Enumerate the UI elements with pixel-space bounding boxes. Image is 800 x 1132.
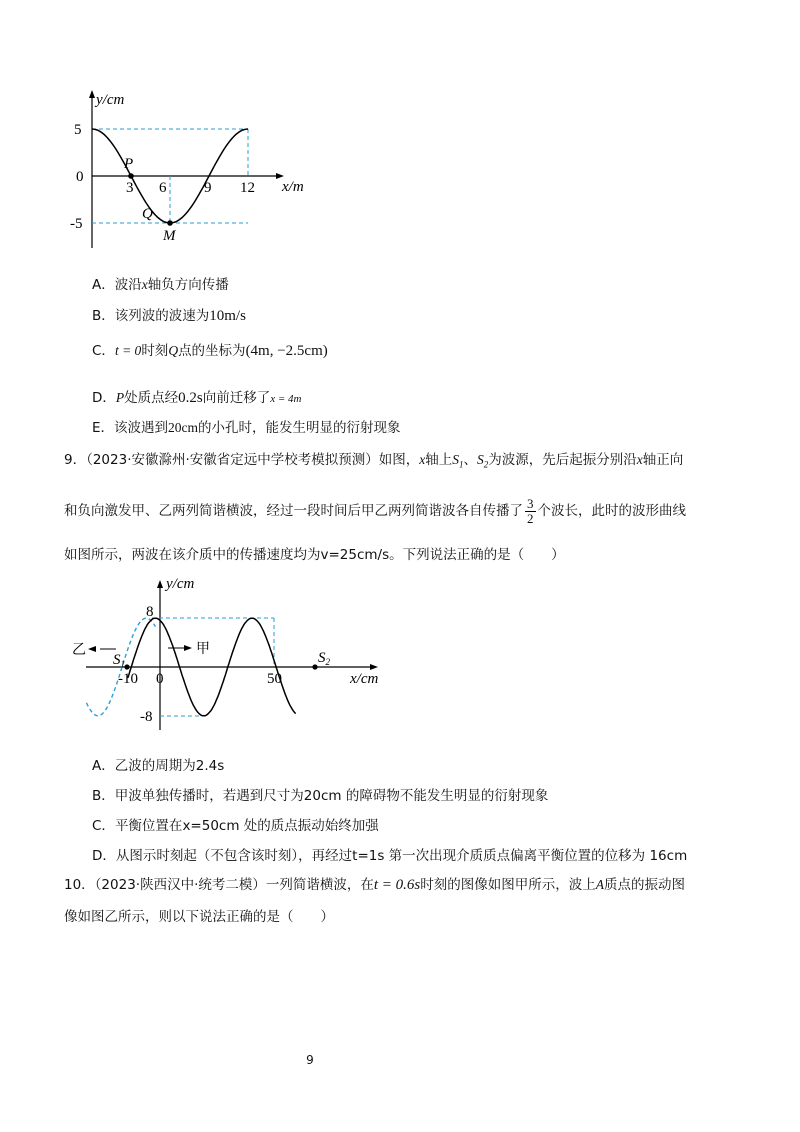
option-letter: C．: [92, 343, 115, 359]
arrow-left-icon: [88, 646, 96, 652]
x-tick-12: 12: [240, 180, 255, 196]
text: 一列简谐横波，在: [265, 877, 374, 893]
y-axis-label: y/cm: [166, 576, 195, 592]
text: 和负向激发甲、乙两列简谐横波，经过一段时间后甲乙两列简谐波各自传播了: [64, 503, 523, 519]
option-math: 0.2s: [178, 390, 203, 406]
question-source: （2023·安徽滁州·安徽省定远中学校考模拟预测）: [86, 452, 379, 468]
fraction-3-2: [525, 497, 536, 526]
s1-dot: [124, 664, 129, 669]
text: 如图所示，两波在该介质中的传播速度均为: [64, 547, 321, 563]
time-eq: t = 0.6s: [373, 877, 421, 893]
option-var: x: [141, 277, 148, 292]
q10-line-1: [64, 876, 685, 894]
option-text: 从图示时刻起（不包含该时刻），再经过: [115, 848, 353, 864]
q9-option-d: [92, 847, 687, 865]
y-tick-5: 5: [74, 122, 82, 138]
var-x: x: [419, 452, 426, 467]
option-text: 乙波的周期为: [114, 758, 196, 774]
point-p-label: P: [124, 156, 134, 172]
option-value: 20cm: [303, 788, 342, 804]
velocity: v=25cm/s: [320, 547, 390, 563]
text: 像如图乙所示，则以下说法正确的是（ ）: [64, 909, 334, 925]
option-math-2: (4m, −2.5cm): [245, 343, 328, 359]
q9-option-b: [92, 787, 548, 805]
var-a: A: [595, 877, 605, 892]
x-tick-6: 6: [159, 180, 167, 196]
wave-yi-label: 乙: [72, 642, 86, 658]
text: 。下列说法正确的是（ ）: [389, 547, 565, 563]
option-rest: 处的质点振动始终加强: [239, 818, 379, 834]
text: 如图，: [378, 452, 420, 468]
option-rest: 第一次出现介质质点偏离平衡位置的位移为 16cm: [384, 848, 688, 864]
arrow-right-icon: [184, 645, 192, 651]
s2-dot: [312, 664, 317, 669]
x-axis-label: x/cm: [350, 671, 379, 687]
option-var: Q: [168, 343, 179, 358]
y-tick-neg5: -5: [70, 216, 83, 232]
question-number: 10．: [64, 877, 95, 893]
q9-option-a: [92, 757, 224, 775]
wave-graph-1: [70, 88, 330, 253]
sep: 、: [463, 452, 478, 468]
option-rest: 的障碍物不能发生明显的衍射现象: [341, 788, 549, 804]
q8-option-e: [92, 419, 401, 437]
option-letter: C．: [92, 818, 115, 834]
option-text: 处质点经: [124, 390, 179, 406]
text: 轴上: [425, 452, 453, 468]
option-var: P: [115, 390, 125, 405]
text: 个波长，此时的波形曲线: [537, 503, 686, 519]
text: 时刻的图像如图甲所示，波上: [420, 877, 596, 893]
s2-label: $S_2$: [318, 650, 330, 667]
text: 质点的振动图: [604, 877, 686, 893]
s2-sub: 2: [483, 459, 489, 470]
q8-option-c: [92, 342, 328, 360]
option-text: 波沿: [114, 277, 142, 293]
point-q-label: Q: [142, 206, 153, 222]
option-math: t = 0: [114, 343, 142, 358]
option-value: 2.4s: [195, 758, 225, 774]
option-rest: 的小孔时，能发生明显的衍射现象: [198, 420, 401, 436]
s1-sub: 1: [459, 459, 464, 470]
page-number: 9: [306, 1053, 314, 1067]
text: 为波源，先后起振分别沿: [488, 452, 637, 468]
point-m-label: M: [163, 228, 176, 244]
frac-num: 3: [527, 495, 534, 511]
option-text: 该列波的波速为: [114, 308, 210, 324]
point-p-dot: [128, 173, 134, 179]
x-tick-neg10: -10: [118, 671, 138, 687]
x-axis-label: x/m: [282, 179, 304, 195]
q8-option-b: [92, 307, 246, 325]
point-m-dot: [167, 220, 173, 226]
option-letter: D．: [92, 390, 116, 406]
option-letter: E．: [92, 420, 115, 436]
option-value: x=50cm: [182, 818, 240, 834]
option-math: 20cm: [168, 420, 199, 435]
var-x: x: [636, 452, 643, 467]
text: 轴正向: [642, 452, 684, 468]
option-rest: 轴负方向传播: [147, 277, 229, 293]
question-number: 9．: [64, 452, 87, 468]
option-letter: B．: [92, 308, 115, 324]
y-tick-8: 8: [146, 604, 154, 620]
y-tick-0: 0: [76, 169, 84, 185]
option-value: t=1s: [352, 848, 385, 864]
option-math-2: x = 4m: [270, 393, 302, 405]
q9-line-2: [64, 496, 686, 526]
q9-option-c: [92, 817, 379, 835]
x-tick-3: 3: [126, 180, 134, 196]
option-text: 甲波单独传播时，若遇到尺寸为: [114, 788, 304, 804]
q8-option-d: [92, 389, 302, 408]
x-tick-9: 9: [204, 180, 212, 196]
option-letter: A．: [92, 758, 115, 774]
y-axis-label: y/cm: [96, 92, 125, 108]
option-text: 时刻: [141, 343, 169, 359]
option-text: 该波遇到: [114, 420, 169, 436]
option-rest: 向前迁移了: [202, 390, 271, 406]
s1: S: [452, 452, 460, 467]
option-letter: B．: [92, 788, 115, 804]
frac-den: 2: [527, 510, 534, 526]
option-letter: D．: [92, 848, 116, 864]
x-tick-50: 50: [267, 671, 282, 687]
question-source: （2023·陕西汉中·统考二模）: [94, 877, 266, 893]
q8-option-a: [92, 276, 229, 294]
q9-line-3: [64, 546, 565, 564]
s2: S: [477, 452, 484, 467]
x-tick-0: 0: [156, 671, 164, 687]
s1-label: $S_1$: [113, 652, 125, 669]
option-rest: 点的坐标为: [178, 343, 246, 359]
option-letter: A．: [92, 277, 115, 293]
y-tick-neg8: -8: [140, 709, 153, 725]
option-text: 平衡位置在: [114, 818, 183, 834]
wave-jia-label: 甲: [196, 641, 210, 657]
q10-line-2: [64, 908, 334, 926]
q9-line-1: [64, 451, 683, 474]
wave-graph-2: [72, 570, 392, 735]
option-math: 10m/s: [209, 308, 246, 324]
